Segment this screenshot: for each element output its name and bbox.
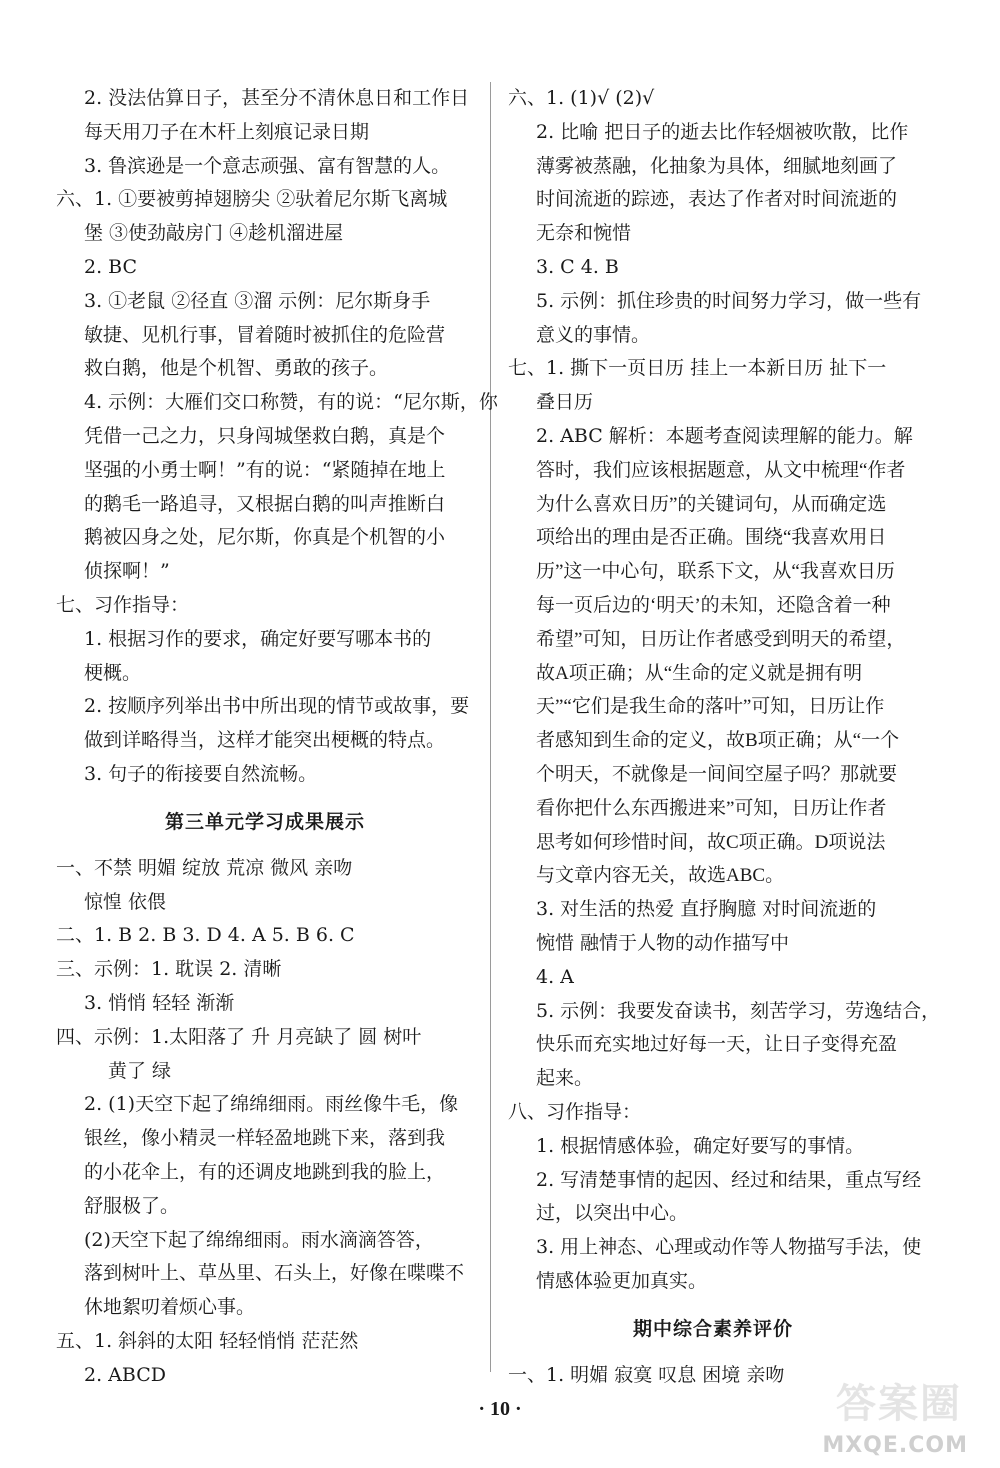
answer-line: 快乐而充实地过好每一天，让日子变得充盈	[536, 1033, 898, 1056]
answer-line: 八、习作指导：	[508, 1100, 642, 1123]
answer-line: 与文章内容无关，故选ABC。	[536, 865, 785, 887]
answer-line: 3. 句子的衔接要自然流畅。	[84, 762, 318, 785]
answer-line: 惊惶 依偎	[84, 890, 167, 913]
answer-line: 3. ①老鼠 ②径直 ③溜 示例：尼尔斯身手	[84, 289, 431, 312]
answer-line: 六、1. (1)√ (2)√	[508, 87, 655, 109]
answer-line: 2. BC	[84, 255, 138, 278]
answer-line: 2. ABC 解析：本题考查阅读理解的能力。解	[536, 424, 913, 447]
answer-line: 敏捷、见机行事，冒着随时被抓住的危险营	[84, 323, 446, 346]
watermark	[808, 1368, 986, 1464]
answer-line: 为什么喜欢日历”的关键词句，从而确定选	[536, 493, 887, 515]
answer-line: 坚强的小勇士啊！”有的说：“紧随掉在地上	[84, 458, 446, 481]
answer-line: 梗概。	[84, 661, 142, 684]
answer-line: 救白鹅，他是个机智、勇敢的孩子。	[84, 357, 389, 380]
answer-line: 看你把什么东西搬进来”可知，日历让作者	[536, 797, 887, 819]
answer-line: 银丝，像小精灵一样轻盈地跳下来，落到我	[84, 1127, 446, 1150]
answer-line: 凭借一己之力，只身闯城堡救白鹅，真是个	[84, 424, 446, 447]
answer-line: 鹅被囚身之处，尼尔斯，你真是个机智的小	[84, 526, 446, 549]
answer-line: 5. 示例：我要发奋读书，刻苦学习，劳逸结合，	[536, 999, 941, 1022]
answer-line: 二、1. B 2. B 3. D 4. A 5. B 6. C	[56, 924, 355, 947]
answer-line: 2. 写清楚事情的起因、经过和结果，重点写经	[536, 1168, 922, 1191]
answer-line: 惋惜 融情于人物的动作描写中	[536, 931, 790, 954]
answer-line: 过，以突出中心。	[536, 1202, 689, 1225]
answer-line: 每天用刀子在木杆上刻痕记录日期	[84, 120, 370, 143]
answer-line: 七、1. 撕下一页日历 挂上一本新日历 扯下一	[508, 357, 887, 380]
answer-line: 2. 没法估算日子，甚至分不清休息日和工作日	[84, 87, 470, 109]
answer-line: 黄了 绿	[108, 1059, 172, 1082]
page-number: · 10 ·	[478, 1398, 522, 1420]
answer-line: 3. 对生活的热爱 直抒胸臆 对时间流逝的	[536, 898, 877, 921]
watermark-text: MXQE.COM	[822, 1433, 968, 1458]
answer-line: 舒服极了。	[84, 1194, 180, 1217]
answer-line: 3. 悄悄 轻轻 渐渐	[84, 991, 235, 1014]
right-column	[508, 82, 941, 1392]
answer-line: 做到详略得当，这样才能突出梗概的特点。	[84, 729, 446, 752]
answer-line: 七、习作指导：	[56, 593, 190, 616]
section-heading: 第三单元学习成果展示	[164, 810, 365, 833]
answer-line: 的小花伞上，有的还调皮地跳到我的脸上，	[84, 1160, 446, 1183]
answer-line: 一、1. 明媚 寂寞 叹息 困境 亲吻	[508, 1363, 785, 1386]
answer-line: 2. 比喻 把日子的逝去比作轻烟被吹散，比作	[536, 120, 909, 143]
answer-line: 答时，我们应该根据题意，从文中梳理“作者	[536, 459, 906, 481]
answer-line: 六、1. ①要被剪掉翅膀尖 ②驮着尼尔斯飞离城	[56, 188, 448, 211]
answer-line: 意义的事情。	[536, 323, 651, 346]
answer-line: 4. A	[536, 965, 574, 988]
answer-line: 三、示例：1. 耽误 2. 清晰	[56, 958, 282, 981]
answer-line: 一、不禁 明媚 绽放 荒凉 微风 亲吻	[56, 856, 353, 879]
answer-line: 3. 用上神态、心理或动作等人物描写手法，使	[536, 1236, 922, 1259]
section-heading: 期中综合素养评价	[632, 1317, 793, 1340]
answer-line: 每一页后边的‘明天’的未知，还隐含着一种	[536, 594, 891, 616]
left-column	[56, 82, 498, 1392]
answer-line: 历”这一中心句，联系下文，从“我喜欢日历	[536, 561, 895, 583]
answer-line: 4. 示例：大雁们交口称赞，有的说：“尼尔斯，你	[84, 391, 498, 414]
answer-line: 无奈和惋惜	[536, 222, 632, 245]
answer-line: 2. 按顺序列举出书中所出现的情节或故事，要	[84, 695, 470, 718]
answer-line: 起来。	[536, 1067, 594, 1090]
answer-line: 五、1. 斜斜的太阳 轻轻悄悄 茫茫然	[56, 1329, 359, 1352]
answer-line: 堡 ③使劲敲房门 ④趁机溜进屋	[84, 222, 344, 245]
answer-line: 故A项正确；从“生命的定义就是拥有明	[536, 662, 863, 684]
answer-line: 侦探啊！”	[84, 560, 170, 583]
answer-line: 2. (1)天空下起了绵绵细雨。雨丝像牛毛，像	[84, 1093, 459, 1116]
answer-line: 1. 根据情感体验，确定好要写的事情。	[536, 1134, 865, 1157]
answer-line: 3. C 4. B	[536, 255, 619, 278]
answer-line: 四、示例：1.太阳落了 升 月亮缺了 圆 树叶	[56, 1025, 422, 1048]
watermark-logo: 答案圈	[836, 1381, 962, 1427]
answer-line: (2)天空下起了绵绵细雨。雨水滴滴答答，	[84, 1228, 434, 1251]
answer-line: 个明天，不就像是一间间空屋子吗？那就要	[536, 763, 898, 785]
answer-line: 5. 示例：抓住珍贵的时间努力学习，做一些有	[536, 289, 922, 312]
answer-line: 希望”可知，日历让作者感受到明天的希望，	[536, 628, 906, 650]
answer-line: 休地絮叨着烦心事。	[84, 1296, 256, 1319]
answer-line: 项给出的理由是否正确。围绕“我喜欢用日	[536, 527, 887, 549]
answer-line: 叠日历	[536, 391, 594, 414]
answer-line: 天”“它们是我生命的落叶”可知，日历让作	[536, 696, 885, 718]
answer-line: 思考如何珍惜时间，故C项正确。D项说法	[536, 831, 886, 853]
answer-line: 情感体验更加真实。	[536, 1269, 708, 1292]
column-divider	[490, 82, 491, 1372]
answer-line: 落到树叶上、草丛里、石头上，好像在喋喋不	[84, 1262, 465, 1285]
answer-line: 薄雾被蒸融，化抽象为具体，细腻地刻画了	[536, 154, 898, 177]
answer-line: 3. 鲁滨逊是一个意志顽强、富有智慧的人。	[84, 154, 451, 177]
answer-line: 1. 根据习作的要求，确定好要写哪本书的	[84, 627, 432, 650]
answer-line: 时间流逝的踪迹，表达了作者对时间流逝的	[536, 188, 898, 211]
answer-line: 的鹅毛一路追寻，又根据白鹅的叫声推断白	[84, 492, 446, 515]
answer-line: 2. ABCD	[84, 1363, 166, 1386]
answer-line: 者感知到生命的定义，故B项正确；从“一个	[536, 730, 900, 752]
